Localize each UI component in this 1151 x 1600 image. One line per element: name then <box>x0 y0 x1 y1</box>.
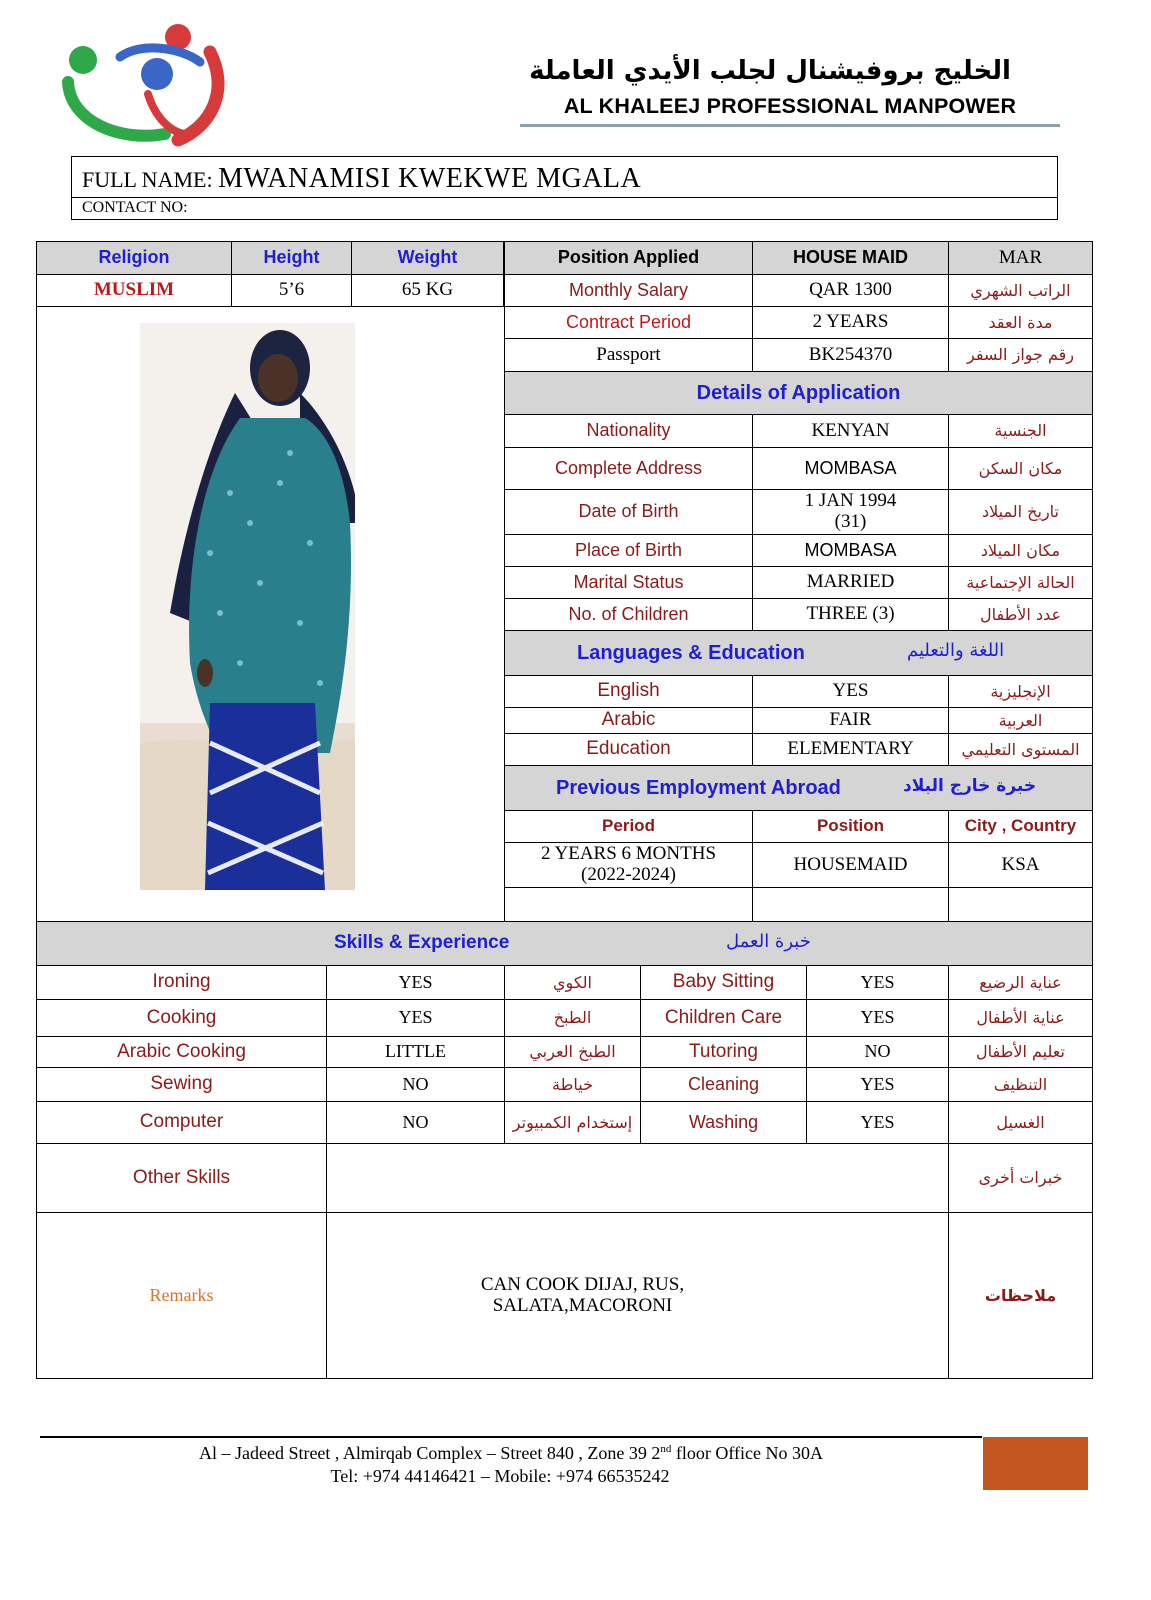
candidate-photo <box>140 323 355 890</box>
skills-title-arabic: خبرة العمل <box>726 931 811 952</box>
footer-address-part-2: floor Office No 30A <box>671 1443 824 1463</box>
employment-period-duration: 2 YEARS 6 MONTHS <box>540 843 717 865</box>
remarks-label: Remarks <box>36 1212 327 1379</box>
nationality-label-arabic: الجنسية <box>948 414 1093 448</box>
skill-label: Children Care <box>640 999 807 1037</box>
nationality-label: Nationality <box>504 414 753 448</box>
passport-label: Passport <box>504 338 753 372</box>
skill-value: YES <box>326 965 505 1000</box>
other-skills-value <box>326 1143 949 1213</box>
position-applied-value: HOUSE MAID <box>752 241 949 275</box>
contact-label: CONTACT NO: <box>82 199 188 216</box>
employment-period-value <box>504 842 753 888</box>
skill-value: YES <box>806 1101 949 1144</box>
skill-value: YES <box>806 1067 949 1102</box>
dob-value <box>752 489 949 535</box>
marital-label-arabic: الحالة الإجتماعية <box>948 566 1093 599</box>
children-label: No. of Children <box>504 598 753 631</box>
arabic-value: FAIR <box>752 707 949 734</box>
passport-value: BK254370 <box>752 338 949 372</box>
skill-label: Sewing <box>36 1067 327 1102</box>
skills-section-title <box>36 921 1093 966</box>
footer-address-part-1: Al – Jadeed Street , Almirqab Complex – Street 840 , Zone 39 2 <box>198 1443 661 1463</box>
skill-label: Computer <box>36 1101 327 1144</box>
employment-period-years: (2022-2024) <box>581 864 676 885</box>
employment-col-position: Position <box>752 810 949 843</box>
company-logo <box>60 22 235 147</box>
skill-label-arabic: تعليم الأطفال <box>948 1036 1093 1068</box>
weight-header: Weight <box>351 241 504 275</box>
full-name-label: FULL NAME: <box>82 167 219 192</box>
employment-location-value: KSA <box>948 842 1093 888</box>
religion-header: Religion <box>36 241 232 275</box>
identity-box <box>71 156 1058 220</box>
skill-value: NO <box>806 1036 949 1068</box>
birthplace-label-arabic: مكان الميلاد <box>948 534 1093 567</box>
skill-value: YES <box>806 965 949 1000</box>
employment-col-location: City , Country <box>948 810 1093 843</box>
skill-label-arabic: عناية الأطفال <box>948 999 1093 1037</box>
skill-label-arabic: الطبخ <box>504 999 641 1037</box>
skill-label: Ironing <box>36 965 327 1000</box>
languages-title-arabic: اللغة والتعليم <box>907 640 1005 661</box>
employment-col-period: Period <box>504 810 753 843</box>
footer-address-superscript: nd <box>660 1443 672 1455</box>
remarks-label-arabic: ملاحظات <box>948 1212 1093 1379</box>
remarks-value <box>326 1212 949 1379</box>
dob-label: Date of Birth <box>504 489 753 535</box>
passport-label-arabic: رقم جواز السفر <box>948 338 1093 372</box>
weight-value: 65 KG <box>351 274 504 307</box>
skill-label: Baby Sitting <box>640 965 807 1000</box>
employment-section-title <box>504 765 1093 811</box>
salary-value: QAR 1300 <box>752 274 949 307</box>
skill-value: YES <box>806 999 949 1037</box>
salary-label-arabic: الراتب الشهري <box>948 274 1093 307</box>
education-value: ELEMENTARY <box>752 733 949 766</box>
employment-empty-cell <box>948 887 1093 922</box>
skill-label: Cooking <box>36 999 327 1037</box>
employment-title-arabic: خبرة خارج البلاد <box>903 776 1037 796</box>
other-skills-label: Other Skills <box>36 1143 327 1213</box>
footer-accent-block <box>983 1437 1088 1490</box>
children-label-arabic: عدد الأطفال <box>948 598 1093 631</box>
contract-label-arabic: مدة العقد <box>948 306 1093 339</box>
address-label: Complete Address <box>504 447 753 490</box>
skill-label-arabic: التنظيف <box>948 1067 1093 1102</box>
birthplace-value: MOMBASA <box>752 534 949 567</box>
contract-label: Contract Period <box>504 306 753 339</box>
skills-title: Skills & Experience <box>334 932 510 953</box>
languages-section-title <box>504 630 1093 676</box>
skill-label: Cleaning <box>640 1067 807 1102</box>
skill-label: Arabic Cooking <box>36 1036 327 1068</box>
skill-value: YES <box>326 999 505 1037</box>
education-label-arabic: المستوى التعليمي <box>948 733 1093 766</box>
full-name-row <box>72 157 1057 198</box>
marital-label: Marital Status <box>504 566 753 599</box>
languages-title: Languages & Education <box>577 642 805 664</box>
english-label-arabic: الإنجليزية <box>948 675 1093 708</box>
nationality-value: KENYAN <box>752 414 949 448</box>
footer-divider <box>40 1436 982 1438</box>
skill-label-arabic: الكوي <box>504 965 641 1000</box>
company-name-arabic: الخليج بروفيشنال لجلب الأيدي العاملة <box>529 56 1011 86</box>
skill-label-arabic: عناية الرضيع <box>948 965 1093 1000</box>
dob-date: 1 JAN 1994 <box>804 490 897 512</box>
skill-value: NO <box>326 1067 505 1102</box>
skill-value: NO <box>326 1101 505 1144</box>
employment-empty-cell <box>504 887 753 922</box>
employment-empty-cell <box>752 887 949 922</box>
skill-label-arabic: الغسيل <box>948 1101 1093 1144</box>
employment-title: Previous Employment Abroad <box>556 777 841 799</box>
other-skills-label-arabic: خبرات أخرى <box>948 1143 1093 1213</box>
salary-label: Monthly Salary <box>504 274 753 307</box>
address-value: MOMBASA <box>752 447 949 490</box>
contract-value: 2 YEARS <box>752 306 949 339</box>
religion-value: MUSLIM <box>36 274 232 307</box>
skill-value: LITTLE <box>326 1036 505 1068</box>
english-value: YES <box>752 675 949 708</box>
skill-label-arabic: إستخدام الكمبيوتر <box>504 1101 641 1144</box>
footer-address <box>40 1443 982 1464</box>
employment-position-value: HOUSEMAID <box>752 842 949 888</box>
marital-value: MARRIED <box>752 566 949 599</box>
footer-phone: Tel: +974 44146421 – Mobile: +974 66535242 <box>330 1466 670 1486</box>
dob-label-arabic: تاريخ الميلاد <box>948 489 1093 535</box>
full-name-line <box>82 163 641 195</box>
children-value: THREE (3) <box>752 598 949 631</box>
header-underline <box>520 124 1060 127</box>
skill-label-arabic: خياطة <box>504 1067 641 1102</box>
arabic-label-arabic: العربية <box>948 707 1093 734</box>
height-header: Height <box>231 241 352 275</box>
position-code: MAR <box>948 241 1093 275</box>
application-section-title: Details of Application <box>504 371 1093 415</box>
dob-age: (31) <box>834 511 867 532</box>
full-name-value: MWANAMISI KWEKWE MGALA <box>218 163 642 194</box>
arabic-label: Arabic <box>504 707 753 734</box>
english-label: English <box>504 675 753 708</box>
birthplace-label: Place of Birth <box>504 534 753 567</box>
position-applied-header: Position Applied <box>504 241 753 275</box>
height-value: 5’6 <box>231 274 352 307</box>
remarks-line-1: CAN COOK DIJAJ, RUS, <box>480 1273 685 1295</box>
education-label: Education <box>504 733 753 766</box>
skill-label: Washing <box>640 1101 807 1144</box>
skill-label: Tutoring <box>640 1036 807 1068</box>
address-label-arabic: مكان السكن <box>948 447 1093 490</box>
skill-label-arabic: الطبخ العربي <box>504 1036 641 1068</box>
company-name-english: AL KHALEEJ PROFESSIONAL MANPOWER <box>563 94 1017 118</box>
remarks-line-2: SALATA,MACORONI <box>492 1294 673 1316</box>
